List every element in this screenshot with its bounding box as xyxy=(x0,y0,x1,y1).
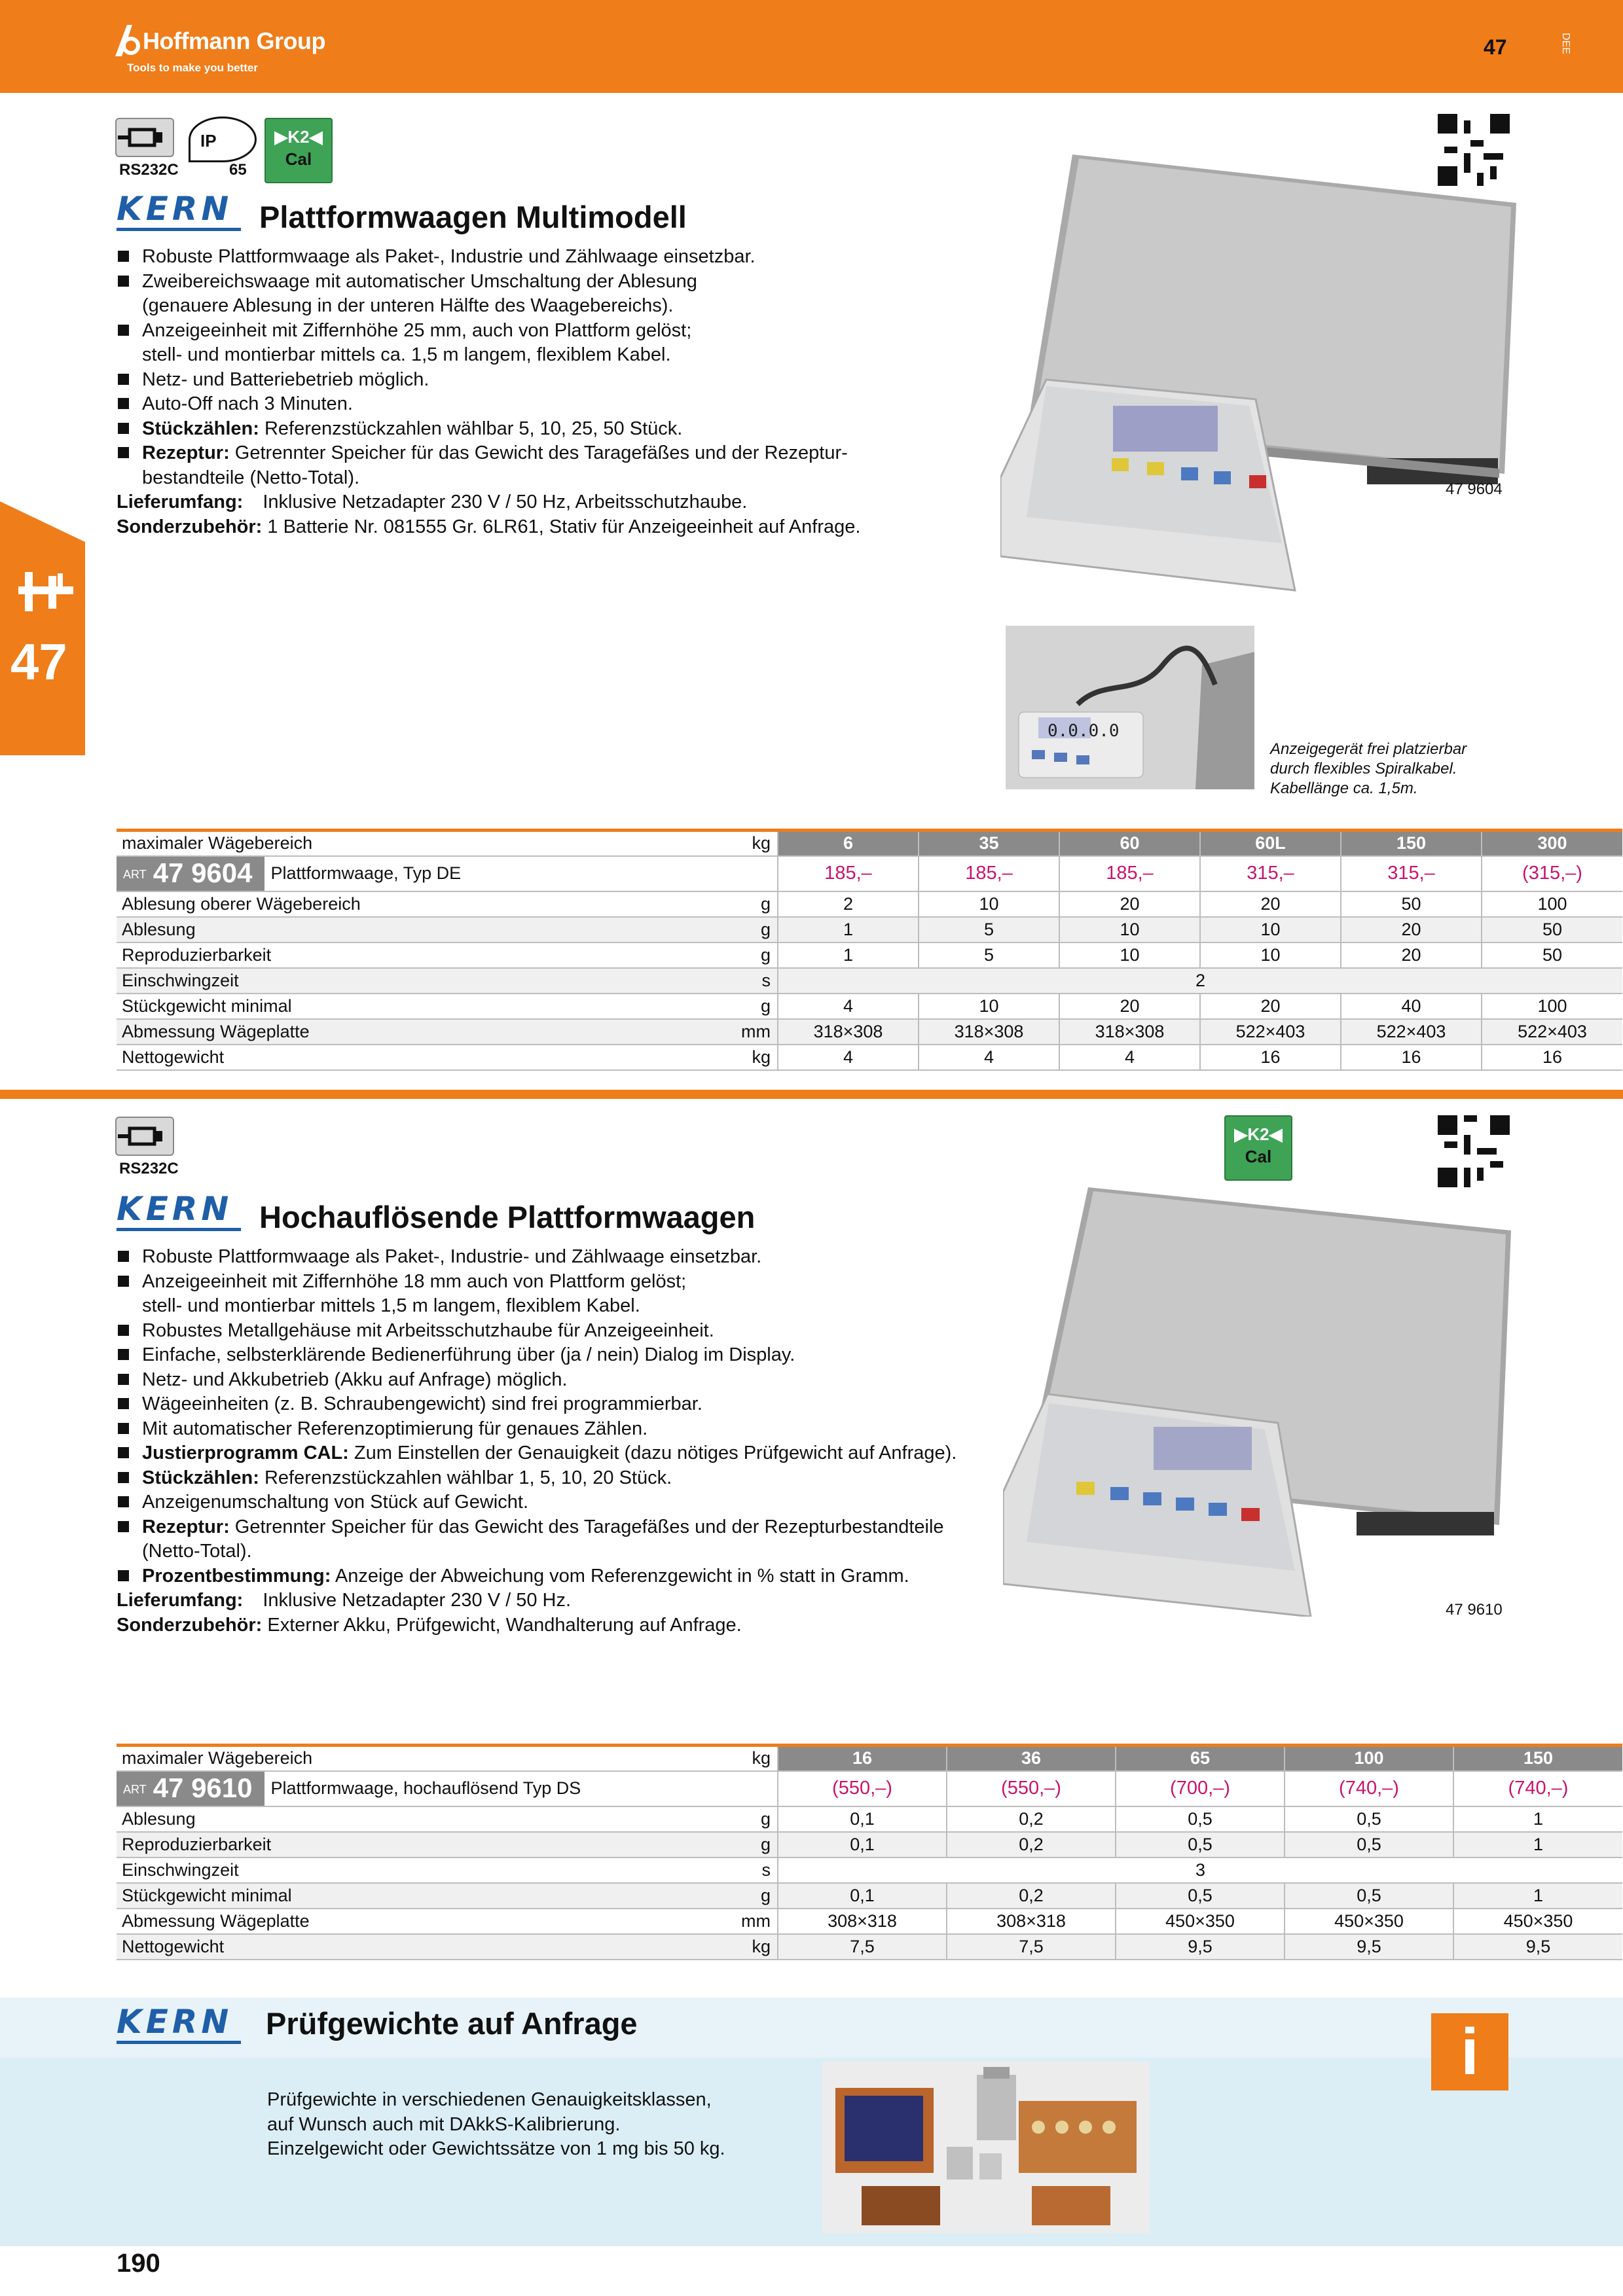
value-cell: 20 xyxy=(1341,917,1482,942)
kern-logo: KERN xyxy=(117,2003,233,2041)
feature-label: Justierprogramm CAL: xyxy=(142,1443,349,1463)
row-label: Nettogewicht xyxy=(117,1045,660,1070)
value-cell: 4 xyxy=(1059,1045,1200,1070)
image-caption xyxy=(1270,740,1467,798)
value-cell: 10 xyxy=(1200,942,1341,968)
article-prefix: ART xyxy=(123,868,147,882)
value-cell: 7,5 xyxy=(778,1934,947,1960)
chapter-tab xyxy=(0,501,85,755)
row-label: Ablesung xyxy=(117,1806,660,1832)
triangle-left-icon: ◀ xyxy=(1269,1124,1283,1144)
brand-tagline: Tools to make you better xyxy=(127,62,258,74)
table-row xyxy=(117,1934,1622,1960)
value-cell: 16 xyxy=(1482,1045,1622,1070)
rs232-badge xyxy=(115,1117,174,1156)
feature-text: Robustes Metallgehäuse mit Arbeitsschutzhaube für Anzeigeeinheit. xyxy=(142,1319,714,1341)
triangle-right-icon: ▶ xyxy=(1234,1124,1248,1144)
feature-text: Getrennter Speicher für das Gewicht des Taragefäßes und der Rezeptur- xyxy=(234,442,848,463)
header-unit: kg xyxy=(660,1746,778,1771)
value-cell: 450×350 xyxy=(1116,1909,1285,1934)
row-label: Nettogewicht xyxy=(117,1934,660,1960)
table-row xyxy=(117,1832,1622,1857)
display-unit-illustration xyxy=(1006,626,1254,789)
value-cell: 10 xyxy=(1059,917,1200,942)
value-cell: 318×308 xyxy=(778,1019,919,1045)
article-row xyxy=(117,856,1622,892)
caliper-icon xyxy=(14,567,77,617)
value-cell: 4 xyxy=(919,1045,1059,1070)
feature-text: Robuste Plattformwaage als Paket-, Industrie- und Zählwaage einsetzbar. xyxy=(142,1246,762,1267)
row-label: Reproduzierbarkeit xyxy=(117,1832,660,1857)
price-cell: (740,–) xyxy=(1285,1771,1453,1807)
info-line: auf Wunsch auch mit DAkkS-Kalibrierung. xyxy=(267,2113,621,2135)
row-label: Stückgewicht minimal xyxy=(117,1883,660,1909)
brand-name: Hoffmann Group xyxy=(143,27,325,54)
value-cell: 0,5 xyxy=(1116,1883,1285,1909)
language-code: DEE xyxy=(1560,33,1571,54)
table-row xyxy=(117,1019,1622,1045)
value-cell: 20 xyxy=(1200,891,1341,917)
caption-line: durch flexibles Spiralkabel. xyxy=(1270,760,1457,778)
page-number-bottom: 190 xyxy=(117,2249,160,2278)
value-cell: 50 xyxy=(1341,891,1482,917)
value-cell: 0,2 xyxy=(947,1806,1116,1832)
table-row xyxy=(117,1883,1622,1909)
article-number: 47 9604 xyxy=(153,857,253,888)
value-cell: 318×308 xyxy=(919,1019,1059,1045)
value-cell: 10 xyxy=(919,994,1059,1019)
value-cell: 0,2 xyxy=(947,1883,1116,1909)
article-number-box xyxy=(117,857,264,891)
value-cell: 522×403 xyxy=(1341,1019,1482,1045)
value-cell: 5 xyxy=(919,917,1059,942)
caption-line: Anzeigegerät frei platzierbar xyxy=(1270,740,1467,758)
rs232-label: RS232C xyxy=(119,161,179,179)
value-cell: 0,5 xyxy=(1285,1883,1453,1909)
section-divider xyxy=(0,1090,1623,1099)
delivery-text: Inklusive Netzadapter 230 V / 50 Hz, Arbeitsschutzhaube. xyxy=(263,492,748,512)
article-number-box xyxy=(117,1772,264,1806)
price-cell: 185,– xyxy=(1059,856,1200,892)
value-cell: 50 xyxy=(1482,942,1622,968)
k2-label: K2 xyxy=(287,127,310,147)
value-cell: 9,5 xyxy=(1285,1934,1453,1960)
chapter-number: 47 xyxy=(10,633,67,691)
table-row xyxy=(117,1045,1622,1070)
row-label: Einschwingzeit xyxy=(117,1857,660,1883)
display-reading: 0.0.0.0 xyxy=(1048,721,1120,741)
value-cell: 318×308 xyxy=(1059,1019,1200,1045)
article-description: Plattformwaage, hochauflösend Typ DS xyxy=(270,1778,581,1799)
row-unit: g xyxy=(660,1806,778,1832)
value-cell: 308×318 xyxy=(947,1909,1116,1934)
value-cell: 522×403 xyxy=(1200,1019,1341,1045)
value-cell: 3 xyxy=(778,1857,1622,1883)
feature-label: Rezeptur: xyxy=(142,1516,230,1537)
value-cell: 1 xyxy=(1453,1832,1622,1857)
feature-text: Zum Einstellen der Genauigkeit (dazu nötiges Prüfgewicht auf Anfrage). xyxy=(354,1443,957,1463)
value-cell: 9,5 xyxy=(1116,1934,1285,1960)
table-row xyxy=(117,942,1622,968)
table-row xyxy=(117,891,1622,917)
triangle-right-icon: ▶ xyxy=(274,127,288,147)
table-row xyxy=(117,1909,1622,1934)
feature-text: stell- und montierbar mittels ca. 1,5 m langem, flexiblem Kabel. xyxy=(142,344,671,365)
kern-logo: KERN xyxy=(117,1190,233,1228)
feature-label: Stückzählen: xyxy=(142,1467,259,1488)
value-cell: 2 xyxy=(778,891,919,917)
spec-table-2 xyxy=(117,1744,1622,1960)
value-cell: 10 xyxy=(919,891,1059,917)
model-cell: 6 xyxy=(778,831,919,856)
value-cell: 0,5 xyxy=(1116,1806,1285,1832)
kern-logo: KERN xyxy=(117,190,233,228)
platform-scale-image xyxy=(1000,151,1518,596)
value-cell: 1 xyxy=(1453,1883,1622,1909)
value-cell: 1 xyxy=(778,917,919,942)
feature-text: Referenzstückzahlen wählbar 5, 10, 25, 50 Stück. xyxy=(264,418,683,439)
value-cell: 1 xyxy=(778,942,919,968)
price-cell: 185,– xyxy=(778,856,919,892)
price-cell: (315,–) xyxy=(1482,856,1622,892)
qr-code-icon xyxy=(1438,1115,1510,1187)
row-unit: g xyxy=(660,917,778,942)
feature-text: bestandteile (Netto-Total). xyxy=(142,467,360,488)
article-prefix: ART xyxy=(123,1783,147,1797)
value-cell: 20 xyxy=(1200,994,1341,1019)
cal-label: Cal xyxy=(285,149,312,169)
price-cell: 185,– xyxy=(919,856,1059,892)
feature-text: Netz- und Batteriebetrieb möglich. xyxy=(142,368,429,390)
section2-title: Hochauflösende Plattformwaagen xyxy=(259,1200,756,1234)
feature-text: Mit automatischer Referenzoptimierung für genaues Zählen. xyxy=(142,1418,648,1439)
delivery-label: Lieferumfang: xyxy=(117,492,244,512)
ip-label: IP xyxy=(200,131,217,151)
row-label: Abmessung Wägeplatte xyxy=(117,1019,660,1045)
table-header-row xyxy=(117,1746,1622,1771)
header-unit: kg xyxy=(660,831,778,856)
feature-label: Rezeptur: xyxy=(142,442,230,463)
info-icon: i xyxy=(1431,2013,1508,2090)
display-unit-image xyxy=(1006,626,1254,789)
delivery-label: Lieferumfang: xyxy=(117,1590,244,1611)
k2-cal-badge xyxy=(264,118,333,183)
row-label: Stückgewicht minimal xyxy=(117,994,660,1019)
table-row xyxy=(117,1857,1622,1883)
model-cell: 100 xyxy=(1285,1746,1453,1771)
test-weights-image xyxy=(822,2062,1150,2233)
info-line: Einzelgewicht oder Gewichtssätze von 1 mg bis 50 kg. xyxy=(267,2138,725,2159)
kern-logo-line xyxy=(117,1228,241,1231)
price-cell: (550,–) xyxy=(947,1771,1116,1807)
price-cell: 315,– xyxy=(1200,856,1341,892)
header-label: maximaler Wägebereich xyxy=(117,1746,660,1771)
value-cell: 4 xyxy=(778,1045,919,1070)
accessory-label: Sonderzubehör: xyxy=(117,516,263,537)
row-label: Ablesung xyxy=(117,917,660,942)
plug-icon xyxy=(117,1118,173,1155)
k2-label: K2 xyxy=(1247,1124,1269,1144)
row-unit: s xyxy=(660,968,778,994)
row-unit: g xyxy=(660,1832,778,1857)
row-unit: kg xyxy=(660,1934,778,1960)
feature-text: Auto-Off nach 3 Minuten. xyxy=(142,393,353,414)
cal-label: Cal xyxy=(1245,1147,1272,1166)
feature-text: Referenzstückzahlen wählbar 1, 5, 10, 20 Stück. xyxy=(264,1467,672,1488)
model-cell: 35 xyxy=(919,831,1059,856)
feature-text: Getrennter Speicher für das Gewicht des Taragefäßes und der Rezepturbestandteile xyxy=(234,1516,944,1537)
value-cell: 0,5 xyxy=(1116,1832,1285,1857)
row-unit: g xyxy=(660,891,778,917)
image-article-number: 47 9604 xyxy=(1446,480,1503,498)
row-unit: g xyxy=(660,942,778,968)
section1-features xyxy=(117,245,968,539)
value-cell: 40 xyxy=(1341,994,1482,1019)
model-cell: 16 xyxy=(778,1746,947,1771)
header-label: maximaler Wägebereich xyxy=(117,831,660,856)
row-unit: mm xyxy=(660,1019,778,1045)
value-cell: 50 xyxy=(1482,917,1622,942)
feature-text: stell- und montierbar mittels 1,5 m langem, flexiblem Kabel. xyxy=(142,1295,640,1316)
feature-text: Anzeigeeinheit mit Ziffernhöhe 18 mm auch von Plattform gelöst; xyxy=(142,1270,687,1292)
row-label: Ablesung oberer Wägebereich xyxy=(117,891,660,917)
value-cell: 0,2 xyxy=(947,1832,1116,1857)
feature-text: Anzeigenumschaltung von Stück auf Gewicht. xyxy=(142,1492,528,1513)
value-cell: 100 xyxy=(1482,994,1622,1019)
model-cell: 36 xyxy=(947,1746,1116,1771)
ip-badge xyxy=(189,117,257,162)
model-cell: 150 xyxy=(1341,831,1482,856)
feature-text: Wägeeinheiten (z. B. Schraubengewicht) sind frei programmierbar. xyxy=(142,1393,702,1414)
model-cell: 60 xyxy=(1059,831,1200,856)
hoffmann-logo-icon xyxy=(113,22,141,59)
value-cell: 308×318 xyxy=(778,1909,947,1934)
spec-table-1 xyxy=(117,829,1622,1071)
rs232-badge xyxy=(115,118,174,157)
row-unit: mm xyxy=(660,1909,778,1934)
ip-rating: 65 xyxy=(229,161,247,179)
feature-text: Zweibereichswaage mit automatischer Umschaltung der Ablesung xyxy=(142,270,697,292)
value-cell: 0,5 xyxy=(1285,1832,1453,1857)
info-title: Prüfgewichte auf Anfrage xyxy=(266,2006,638,2041)
kern-logo-line xyxy=(117,2041,241,2044)
value-cell: 4 xyxy=(778,994,919,1019)
feature-text: (Netto-Total). xyxy=(142,1541,252,1562)
price-cell: (550,–) xyxy=(778,1771,947,1807)
model-cell: 65 xyxy=(1116,1746,1285,1771)
high-resolution-scale-image xyxy=(1003,1185,1514,1617)
row-label: Reproduzierbarkeit xyxy=(117,942,660,968)
accessory-text: 1 Batterie Nr. 081555 Gr. 6LR61, Stativ für Anzeigeeinheit auf Anfrage. xyxy=(267,516,861,537)
page-number-top: 47 xyxy=(1484,35,1507,59)
value-cell: 5 xyxy=(919,942,1059,968)
feature-text: Einfache, selbsterklärende Bedienerführung über (ja / nein) Dialog im Display. xyxy=(142,1344,795,1365)
value-cell: 20 xyxy=(1341,942,1482,968)
table-row xyxy=(117,968,1622,994)
feature-label: Stückzählen: xyxy=(142,418,259,439)
feature-text: Netz- und Akkubetrieb (Akku auf Anfrage) möglich. xyxy=(142,1369,568,1390)
info-line: Prüfgewichte in verschiedenen Genauigkeitsklassen, xyxy=(267,2089,712,2110)
info-box-header xyxy=(0,1998,1623,2058)
info-text xyxy=(267,2088,791,2162)
row-unit: g xyxy=(660,994,778,1019)
price-cell: (700,–) xyxy=(1116,1771,1285,1807)
feature-label: Prozentbestimmung: xyxy=(142,1565,331,1587)
value-cell: 10 xyxy=(1059,942,1200,968)
value-cell: 1 xyxy=(1453,1806,1622,1832)
model-cell: 60L xyxy=(1200,831,1341,856)
value-cell: 20 xyxy=(1059,891,1200,917)
article-cell xyxy=(117,856,778,892)
article-cell xyxy=(117,1771,778,1807)
row-unit: kg xyxy=(660,1045,778,1070)
value-cell: 0,1 xyxy=(778,1883,947,1909)
model-cell: 150 xyxy=(1453,1746,1622,1771)
feature-text: Robuste Plattformwaage als Paket-, Industrie und Zählwaage einsetzbar. xyxy=(142,246,756,267)
model-cell: 300 xyxy=(1482,831,1622,856)
value-cell: 2 xyxy=(778,968,1622,994)
feature-text: (genauere Ablesung in der unteren Hälfte des Waagebereichs). xyxy=(142,295,674,316)
value-cell: 16 xyxy=(1341,1045,1482,1070)
value-cell: 7,5 xyxy=(947,1934,1116,1960)
feature-text: Anzeigeeinheit mit Ziffernhöhe 25 mm, auch von Plattform gelöst; xyxy=(142,319,692,341)
caption-line: Kabellänge ca. 1,5m. xyxy=(1270,780,1418,797)
value-cell: 450×350 xyxy=(1285,1909,1453,1934)
accessory-label: Sonderzubehör: xyxy=(117,1614,263,1636)
delivery-text: Inklusive Netzadapter 230 V / 50 Hz. xyxy=(263,1590,572,1611)
row-label: Abmessung Wägeplatte xyxy=(117,1909,660,1934)
plug-icon xyxy=(117,119,173,156)
value-cell: 0,5 xyxy=(1285,1806,1453,1832)
image-article-number: 47 9610 xyxy=(1446,1601,1503,1619)
table-row xyxy=(117,994,1622,1019)
value-cell: 10 xyxy=(1200,917,1341,942)
kern-logo-line xyxy=(117,228,241,231)
value-cell: 522×403 xyxy=(1482,1019,1622,1045)
table-row xyxy=(117,1806,1622,1832)
value-cell: 9,5 xyxy=(1453,1934,1622,1960)
article-row xyxy=(117,1771,1622,1807)
article-number: 47 9610 xyxy=(153,1772,253,1803)
value-cell: 16 xyxy=(1200,1045,1341,1070)
value-cell: 450×350 xyxy=(1453,1909,1622,1934)
value-cell: 0,1 xyxy=(778,1806,947,1832)
value-cell: 20 xyxy=(1059,994,1200,1019)
triangle-left-icon: ◀ xyxy=(309,127,323,147)
value-cell: 100 xyxy=(1482,891,1622,917)
article-description: Plattformwaage, Typ DE xyxy=(270,863,462,884)
price-cell: 315,– xyxy=(1341,856,1482,892)
row-label: Einschwingzeit xyxy=(117,968,660,994)
row-unit: g xyxy=(660,1883,778,1909)
table-header-row xyxy=(117,831,1622,856)
price-cell: (740,–) xyxy=(1453,1771,1622,1807)
value-cell: 0,1 xyxy=(778,1832,947,1857)
section2-features xyxy=(117,1245,1072,1638)
rs232-label: RS232C xyxy=(119,1160,179,1177)
feature-text: Anzeige der Abweichung vom Referenzgewicht in % statt in Gramm. xyxy=(335,1565,909,1587)
section1-title: Plattformwaagen Multimodell xyxy=(259,200,687,234)
k2-cal-badge xyxy=(1224,1115,1292,1181)
table-row xyxy=(117,917,1622,942)
row-unit: s xyxy=(660,1857,778,1883)
accessory-text: Externer Akku, Prüfgewicht, Wandhalterung auf Anfrage. xyxy=(267,1614,742,1636)
